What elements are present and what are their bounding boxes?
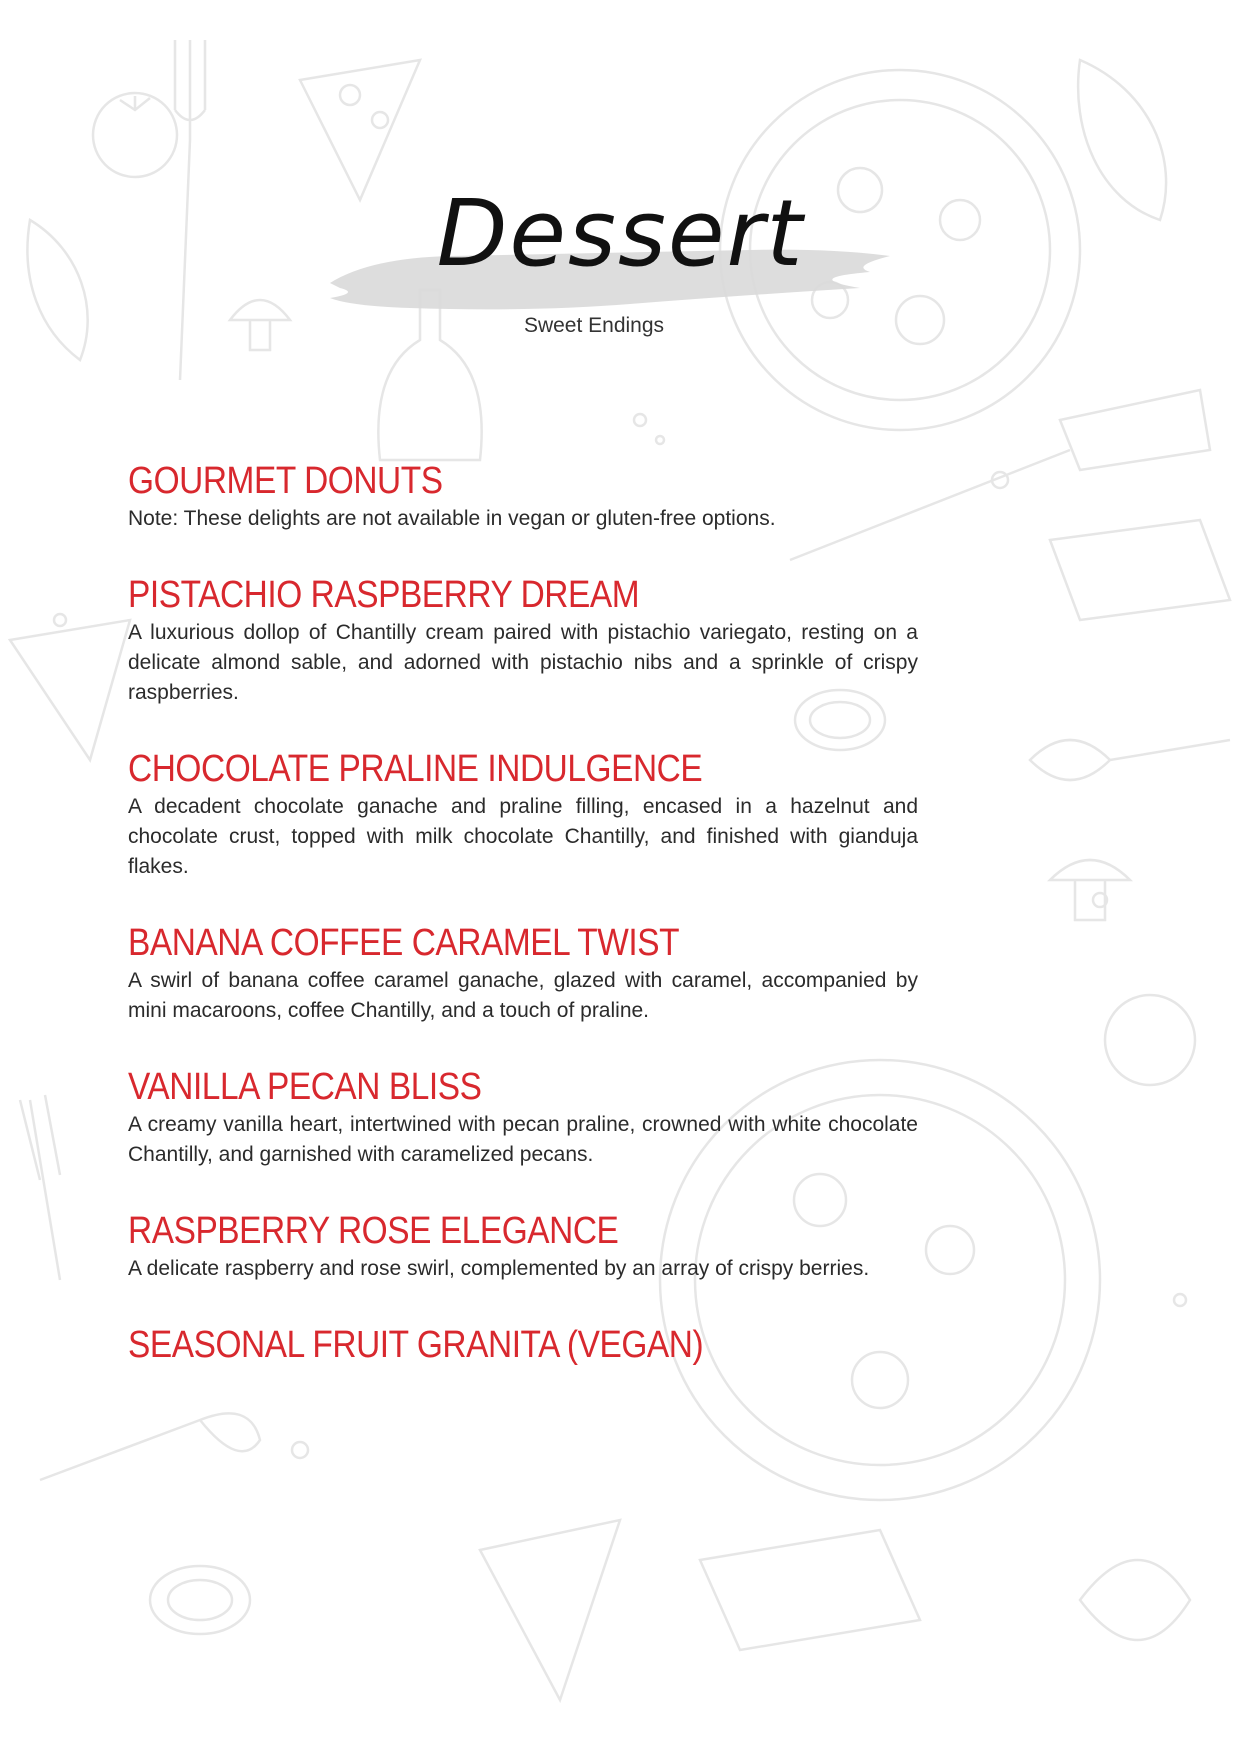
menu-item	[128, 1322, 918, 1368]
item-description: Note: These delights are not available in vegan or gluten-free options.	[128, 507, 776, 530]
menu-item	[128, 572, 918, 708]
menu-item	[128, 458, 918, 534]
menu-item	[128, 1064, 918, 1170]
item-description: A decadent chocolate ganache and praline filling, encased in a hazelnut and chocolate crust, topped with milk chocolate Chantilly, and finished with gianduja flakes.	[128, 795, 918, 878]
page-title: Dessert	[436, 180, 805, 287]
item-description: A creamy vanilla heart, intertwined with pecan praline, crowned with white chocolate Chantilly, and garnished with caramelized pecans.	[128, 1113, 918, 1166]
item-name: PISTACHIO RASPBERRY DREAM	[128, 574, 640, 616]
item-name: VANILLA PECAN BLISS	[128, 1066, 482, 1108]
menu-item	[128, 920, 918, 1026]
dessert-list	[128, 458, 918, 1406]
item-name: CHOCOLATE PRALINE INDULGENCE	[128, 748, 703, 790]
page-subtitle: Sweet Endings	[523, 314, 665, 337]
item-description: A swirl of banana coffee caramel ganache, glazed with caramel, accompanied by mini macaroons, coffee Chantilly, and a touch of praline.	[128, 969, 918, 1022]
item-description: A luxurious dollop of Chantilly cream paired with pistachio variegato, resting on a delicate almond sable, and adorned with pistachio nibs and a sprinkle of crispy raspberries.	[128, 621, 918, 704]
menu-item	[128, 746, 918, 882]
item-description: A delicate raspberry and rose swirl, complemented by an array of crispy berries.	[128, 1257, 870, 1280]
item-name: RASPBERRY ROSE ELEGANCE	[128, 1210, 619, 1252]
item-name: GOURMET DONUTS	[128, 460, 443, 502]
menu-item	[128, 1208, 918, 1284]
item-name: SEASONAL FRUIT GRANITA (VEGAN)	[128, 1324, 704, 1366]
item-name: BANANA COFFEE CARAMEL TWIST	[128, 922, 680, 964]
